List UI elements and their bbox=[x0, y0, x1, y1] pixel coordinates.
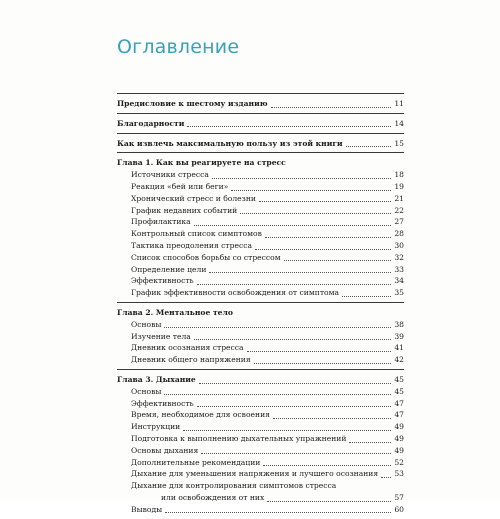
toc-chapter-entry[interactable] bbox=[117, 157, 404, 169]
toc-entry-title: или освобождения от них bbox=[161, 492, 265, 502]
toc-entry-title: Источники стресса bbox=[131, 170, 209, 180]
toc-page-number: 18 bbox=[394, 170, 404, 180]
toc-subentry[interactable] bbox=[117, 252, 404, 264]
toc-entry-title: График эффективности освобождения от симптома bbox=[131, 288, 340, 298]
toc-title: Оглавление bbox=[117, 36, 240, 58]
toc-chapter-entry[interactable] bbox=[117, 98, 404, 110]
dot-leader bbox=[339, 488, 392, 490]
toc-subentry[interactable] bbox=[117, 331, 404, 343]
toc-entry-title: Дыхание для уменьшения напряжения и лучшего осознания bbox=[131, 469, 379, 479]
dot-leader bbox=[255, 248, 391, 250]
toc-page-number: 60 bbox=[394, 504, 404, 514]
toc-subentry[interactable] bbox=[117, 193, 404, 205]
dot-leader bbox=[236, 315, 392, 317]
toc-page-number: 14 bbox=[394, 118, 404, 128]
dot-leader bbox=[197, 405, 392, 407]
dot-leader bbox=[289, 165, 392, 167]
toc-entry-title: Время, необходимое для освоения bbox=[131, 410, 270, 420]
toc-subentry[interactable] bbox=[117, 228, 404, 240]
dot-leader bbox=[349, 441, 391, 443]
toc-subentry[interactable] bbox=[117, 181, 404, 193]
toc-page-number: 47 bbox=[394, 398, 404, 408]
dot-leader bbox=[231, 189, 391, 191]
toc-page-number: 11 bbox=[394, 99, 404, 108]
toc-page-number: 33 bbox=[394, 264, 404, 274]
table-of-contents bbox=[117, 93, 404, 519]
toc-section bbox=[117, 152, 404, 302]
toc-entry-title: Подготовка к выполнению дыхательных упражнений bbox=[131, 433, 347, 443]
toc-subentry[interactable] bbox=[117, 275, 404, 287]
toc-page-number: 38 bbox=[394, 319, 404, 329]
toc-subentry[interactable] bbox=[117, 319, 404, 331]
toc-section bbox=[117, 369, 404, 519]
dot-leader bbox=[273, 417, 391, 419]
toc-section bbox=[117, 302, 404, 369]
dot-leader bbox=[164, 393, 391, 395]
toc-entry-title: Эффективность bbox=[131, 398, 194, 408]
toc-entry-title: Глава 3. Дыхание bbox=[117, 374, 196, 384]
toc-subentry[interactable] bbox=[117, 445, 404, 457]
dot-leader bbox=[183, 429, 391, 431]
toc-subentry[interactable] bbox=[117, 240, 404, 252]
toc-entry-title: Эффективность bbox=[131, 276, 194, 286]
toc-subentry[interactable] bbox=[117, 264, 404, 276]
dot-leader bbox=[254, 362, 392, 364]
dot-leader bbox=[259, 200, 391, 202]
dot-leader bbox=[212, 177, 391, 179]
toc-section bbox=[117, 113, 404, 133]
toc-entry-title: Хронический стресс и болезни bbox=[131, 193, 256, 203]
toc-section bbox=[117, 133, 404, 153]
toc-chapter-entry[interactable] bbox=[117, 374, 404, 386]
toc-entry-title: Дополнительные рекомендации bbox=[131, 457, 261, 467]
toc-chapter-entry[interactable] bbox=[117, 138, 404, 150]
toc-subentry[interactable] bbox=[117, 169, 404, 181]
toc-entry-title: Благодарности bbox=[117, 118, 185, 128]
toc-entry-title: Как извлечь максимальную пользу из этой книги bbox=[117, 138, 343, 148]
toc-entry-title: Определение цели bbox=[131, 264, 207, 274]
toc-page-number: 47 bbox=[394, 410, 404, 420]
toc-page-number: 21 bbox=[394, 193, 404, 203]
toc-subentry[interactable] bbox=[117, 342, 404, 354]
toc-subentry[interactable] bbox=[117, 287, 404, 299]
toc-entry-title: Выводы bbox=[131, 504, 163, 514]
toc-entry-title: Дневник осознания стресса bbox=[131, 343, 244, 353]
toc-page-number: 41 bbox=[394, 343, 404, 353]
toc-entry-title: Инструкции bbox=[131, 422, 181, 432]
dot-leader bbox=[164, 326, 391, 328]
toc-page-number: 19 bbox=[394, 181, 404, 191]
toc-page-number: 39 bbox=[394, 331, 404, 341]
toc-entry-title: Реакция «бей или беги» bbox=[131, 181, 229, 191]
toc-page-number: 57 bbox=[394, 492, 404, 502]
toc-subentry[interactable] bbox=[117, 216, 404, 228]
toc-subentry[interactable] bbox=[117, 468, 404, 480]
dot-leader bbox=[194, 338, 392, 340]
toc-page-number: 52 bbox=[394, 457, 404, 467]
dot-leader bbox=[263, 464, 391, 466]
toc-subentry[interactable] bbox=[117, 492, 404, 504]
toc-page-number: 27 bbox=[394, 217, 404, 227]
toc-subentry[interactable] bbox=[117, 409, 404, 421]
toc-entry-title: Основы bbox=[131, 386, 162, 396]
toc-chapter-entry[interactable] bbox=[117, 118, 404, 130]
dot-leader bbox=[187, 125, 391, 127]
toc-entry-title: Изучение тела bbox=[131, 331, 191, 341]
toc-page-number: 42 bbox=[394, 355, 404, 365]
toc-subentry[interactable] bbox=[117, 205, 404, 217]
toc-page-number: 45 bbox=[394, 374, 404, 384]
dot-leader bbox=[201, 452, 391, 454]
toc-page-number: 49 bbox=[394, 445, 404, 455]
dot-leader bbox=[271, 106, 392, 108]
dot-leader bbox=[265, 236, 391, 238]
toc-page-number: 22 bbox=[394, 205, 404, 215]
toc-entry-title: Профилактика bbox=[131, 217, 191, 227]
dot-leader bbox=[346, 145, 392, 147]
toc-entry-title: Глава 2. Ментальное тело bbox=[117, 307, 233, 317]
dot-leader bbox=[165, 511, 391, 513]
toc-page-number: 32 bbox=[394, 252, 404, 262]
toc-entry-title: Дневник общего напряжения bbox=[131, 355, 251, 365]
dot-leader bbox=[247, 350, 392, 352]
toc-entry-title: Список способов борьбы со стрессом bbox=[131, 252, 281, 262]
toc-subentry[interactable] bbox=[117, 398, 404, 410]
toc-page-number: 45 bbox=[394, 386, 404, 396]
toc-chapter-entry[interactable] bbox=[117, 307, 404, 319]
toc-subentry[interactable] bbox=[117, 480, 404, 492]
toc-entry-title: Предисловие к шестому изданию bbox=[117, 99, 268, 108]
toc-entry-title: График недавних событий bbox=[131, 205, 238, 215]
toc-subentry[interactable] bbox=[117, 457, 404, 469]
dot-leader bbox=[240, 212, 391, 214]
toc-page-number: 34 bbox=[394, 276, 404, 286]
toc-entry-title: Основы дыхания bbox=[131, 445, 199, 455]
dot-leader bbox=[209, 271, 391, 273]
toc-subentry[interactable] bbox=[117, 421, 404, 433]
toc-page-number: 28 bbox=[394, 229, 404, 239]
toc-entry-title: Глава 1. Как вы реагируете на стресс bbox=[117, 158, 286, 168]
toc-entry-title: Основы bbox=[131, 319, 162, 329]
toc-subentry[interactable] bbox=[117, 433, 404, 445]
toc-section bbox=[117, 93, 404, 113]
toc-subentry[interactable] bbox=[117, 386, 404, 398]
toc-entry-title: Тактика преодоления стресса bbox=[131, 240, 253, 250]
toc-entry-title: Контрольный список симптомов bbox=[131, 229, 262, 239]
toc-subentry[interactable] bbox=[117, 504, 404, 516]
dot-leader bbox=[381, 476, 391, 478]
toc-entry-title: Дыхание для контролирования симптомов стресса bbox=[131, 481, 337, 491]
toc-page-number: 49 bbox=[394, 422, 404, 432]
dot-leader bbox=[197, 283, 392, 285]
dot-leader bbox=[342, 295, 391, 297]
toc-page-number: 53 bbox=[394, 469, 404, 479]
toc-page-number: 35 bbox=[394, 288, 404, 298]
toc-subentry[interactable] bbox=[117, 354, 404, 366]
dot-leader bbox=[284, 259, 392, 261]
dot-leader bbox=[194, 224, 392, 226]
toc-page-number: 30 bbox=[394, 240, 404, 250]
toc-page-number: 49 bbox=[394, 433, 404, 443]
toc-page-number: 15 bbox=[394, 138, 404, 148]
dot-leader bbox=[199, 382, 392, 384]
